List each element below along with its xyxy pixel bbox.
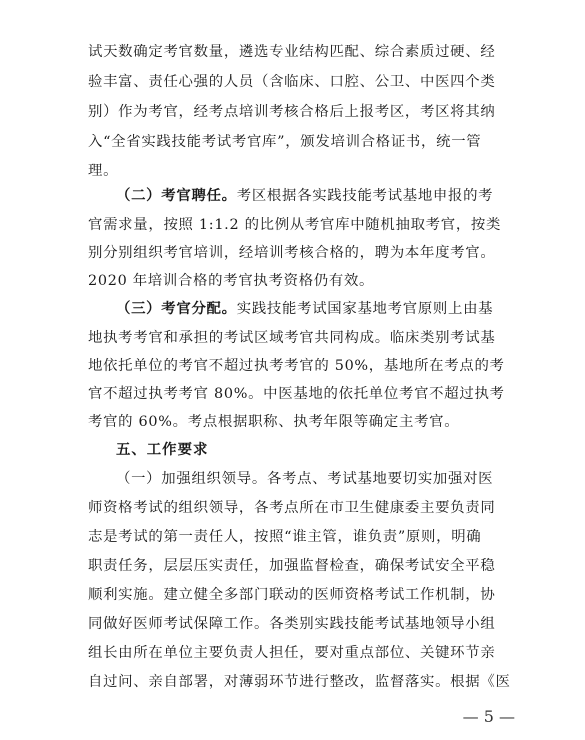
body-line: 组长由所在单位主要负责人担任，要对重点部位、关键环节亲: [88, 645, 496, 661]
page-number: — 5 —: [462, 707, 515, 726]
body-line: 官不超过执考考官 80%。中医基地的依托单位考官不超过执考: [88, 386, 505, 402]
body-line: 职责任务，层层压实责任，加强监督检查，确保考试安全平稳: [88, 558, 496, 574]
body-line: 地依托单位的考官不超过执考考官的 50%，基地所在考点的考: [88, 358, 505, 374]
body-line: 验丰富、责任心强的人员（含临床、口腔、公卫、中医四个类: [88, 74, 496, 90]
body-line: （一）加强组织领导。各考点、考试基地要切实加强对医: [116, 471, 494, 487]
body-line: 试天数确定考官数量，遴选专业结构匹配、综合素质过硬、经: [88, 44, 496, 60]
section-title: （二）考官聘任。: [116, 187, 237, 204]
body-line: 师资格考试的组织领导，各考点所在市卫生健康委主要负责同: [88, 500, 496, 516]
body-line: 官需求量，按照 1:1.2 的比例从考官库中随机抽取考官，按类: [88, 217, 502, 233]
body-line: 别分别组织考官培训，经培训考核合格的，聘为本年度考官。: [88, 245, 496, 261]
body-line: 同做好医师考试保障工作。各类别实践技能考试基地领导小组: [88, 616, 496, 632]
body-line: 地执考考官和承担的考试区域考官共同构成。临床类别考试基: [88, 330, 496, 346]
body-line: 2020 年培训合格的考官执考资格仍有效。: [88, 273, 375, 289]
section-title: （三）考官分配。: [116, 300, 237, 317]
body-line: 志是考试的第一责任人，按照“谁主管，谁负责”原则，明确: [88, 529, 482, 545]
body-line: 别）作为考官，经考点培训考核合格后上报考区，考区将其纳: [88, 104, 496, 120]
body-line: 自过问、亲自部署，对薄弱环节进行整改，监督落实。根据《医: [88, 674, 511, 690]
paragraph-line: [116, 181, 518, 211]
body-text: 实践技能考试国家基地考官原则上由基: [236, 301, 494, 317]
body-line: 理。: [88, 163, 119, 179]
body-text: 考区根据各实践技能考试基地申报的考: [236, 188, 494, 204]
body-line: 入“全省实践技能考试考官库”，颁发培训合格证书，统一管: [88, 134, 482, 150]
paragraph-line: [116, 294, 518, 324]
section-heading: 五、工作要求: [116, 441, 209, 458]
body-line: 顺利实施。建立健全多部门联动的医师资格考试工作机制，协: [88, 587, 496, 603]
body-line: 考官的 60%。考点根据职称、执考年限等确定主考官。: [88, 414, 460, 430]
